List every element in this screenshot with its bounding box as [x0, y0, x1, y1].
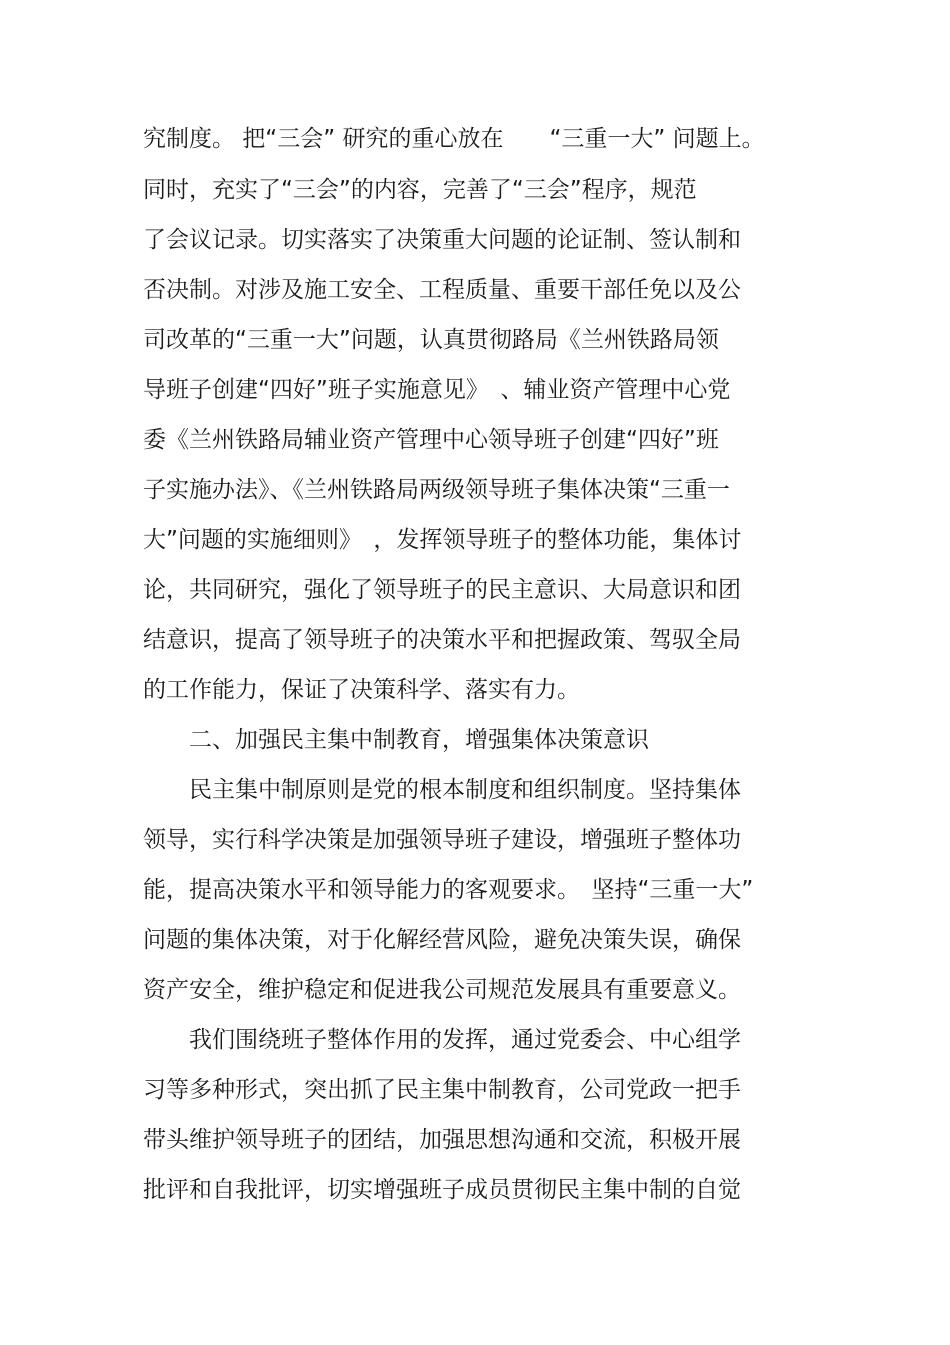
- text-line: 结意识，提高了领导班子的决策水平和把握政策、驾驭全局: [143, 627, 741, 653]
- text-line: 我们围绕班子整体作用的发挥，通过党委会、中心组学: [143, 1027, 741, 1053]
- text-line: 大”问题的实施细则》 ，发挥领导班子的整体功能，集体讨: [143, 527, 742, 553]
- text-line: 导班子创建“四好”班子实施意见》 、辅业资产管理中心党: [143, 377, 731, 403]
- text-line: 的工作能力，保证了决策科学、落实有力。: [143, 677, 580, 703]
- text-line: 领导，实行科学决策是加强领导班子建设，增强班子整体功: [143, 827, 741, 853]
- text-line: 民主集中制原则是党的根本制度和组织制度。坚持集体: [143, 777, 741, 803]
- section-heading: 二、加强民主集中制教育，增强集体决策意识: [143, 727, 649, 753]
- text-line: 了会议记录。切实落实了决策重大问题的论证制、签认制和: [143, 227, 741, 253]
- text-line: 问题的集体决策，对于化解经营风险，避免决策失误，确保: [143, 927, 741, 953]
- text-line: 子实施办法》、《兰州铁路局两级领导班子集体决策“三重一: [143, 477, 730, 503]
- text-line: 批评和自我批评，切实增强班子成员贯彻民主集中制的自觉: [143, 1177, 741, 1203]
- text-line: 司改革的“三重一大”问题，认真贯彻路局《兰州铁路局领: [143, 327, 719, 353]
- text-line: 资产安全，维护稳定和促进我公司规范发展具有重要意义。: [143, 977, 741, 1003]
- text-line: 能，提高决策水平和领导能力的客观要求。 坚持“三重一大”: [143, 877, 754, 903]
- text-line: 否决制。对涉及施工安全、工程质量、重要干部任免以及公: [143, 277, 741, 303]
- text-line: 带头维护领导班子的团结，加强思想沟通和交流，积极开展: [143, 1127, 741, 1153]
- text-line: 同时，充实了“三会”的内容，完善了“三会”程序，规范: [143, 177, 697, 203]
- text-line: 习等多种形式，突出抓了民主集中制教育，公司党政一把手: [143, 1077, 741, 1103]
- text-line: 究制度。 把“三会” 研究的重心放在 “三重一大” 问题上。: [143, 126, 765, 152]
- text-line: 委《兰州铁路局辅业资产管理中心领导班子创建“四好”班: [143, 427, 719, 453]
- text-line: 论，共同研究，强化了领导班子的民主意识、大局意识和团: [143, 577, 741, 603]
